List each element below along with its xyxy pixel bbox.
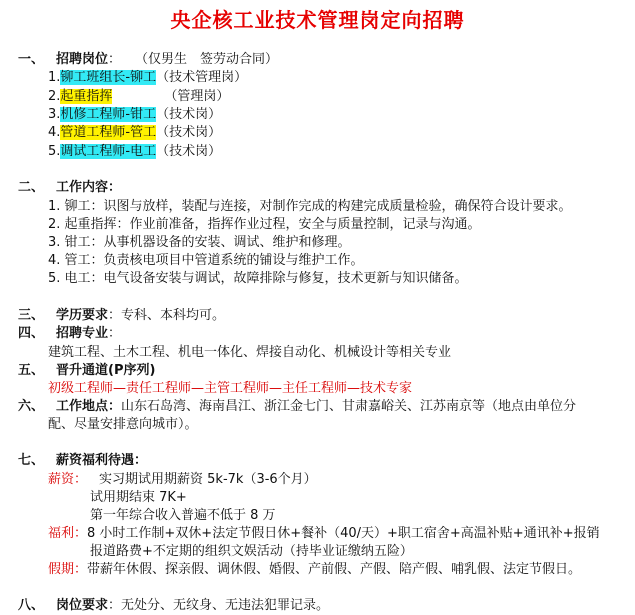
position-name: 机修工程师-钳工 xyxy=(60,107,157,122)
section-label: 晋升通道(P序列) xyxy=(56,363,156,378)
position-index: 3. xyxy=(48,107,61,122)
job-content-item: 4. 管工：负责核电项目中管道系统的铺设与维护工作。 xyxy=(48,253,364,268)
section-label: 薪资福利待遇： xyxy=(56,453,148,468)
position-item xyxy=(48,69,247,87)
welfare-line-cont: 报道路费+不定期的组织文娱活动（持毕业证缴纳五险） xyxy=(90,544,413,559)
welfare-line xyxy=(48,525,600,543)
education-text: ：专科、本科均可。 xyxy=(108,308,226,323)
section-number: 八、 xyxy=(18,598,45,613)
colon: ： xyxy=(108,326,122,341)
position-item xyxy=(48,88,229,106)
section-education xyxy=(0,307,225,325)
welfare-label: 福利： xyxy=(48,526,88,541)
section-promotion-heading xyxy=(0,362,155,380)
job-content-item: 1. 铆工：识图与放样，装配与连接，对制作完成的构建完成质量检验，确保符合设计要求。 xyxy=(48,199,572,214)
salary-label: 薪资： xyxy=(48,472,88,487)
position-index: 1. xyxy=(48,70,61,85)
section-label: 工作内容： xyxy=(56,180,122,195)
position-type: （技术岗） xyxy=(156,125,222,140)
section-requirements xyxy=(0,597,329,615)
section-job-content-heading xyxy=(0,179,121,197)
position-type: （技术岗） xyxy=(156,144,222,159)
position-name: 铆工班组长-铆工 xyxy=(60,70,157,85)
position-type: （管理岗） xyxy=(164,89,230,104)
location-text: 山东石岛湾、海南昌江、浙江金七门、甘肃嘉峪关、江苏南京等（地点由单位分 xyxy=(121,399,577,414)
position-name: 调试工程师-电工 xyxy=(60,144,157,159)
holiday-line xyxy=(48,561,581,579)
position-name: 管道工程师-管工 xyxy=(60,125,157,140)
job-content-item: 3. 钳工：从事机器设备的安装、调试、维护和修理。 xyxy=(48,235,351,250)
position-item xyxy=(48,143,221,161)
location-text-cont: 配、尽量安排意向城市）。 xyxy=(48,417,198,432)
holiday-text: 带薪年休假、探亲假、调休假、婚假、产前假、产假、陪产假、哺乳假、法定节假日。 xyxy=(87,562,582,577)
section-number: 四、 xyxy=(18,326,45,341)
position-type: （技术管理岗） xyxy=(156,70,248,85)
salary-line: 试用期结束 7K+ xyxy=(90,490,187,505)
section-number: 二、 xyxy=(18,180,45,195)
position-name: 起重指挥 xyxy=(60,89,113,104)
position-index: 5. xyxy=(48,144,61,159)
page-title: 央企核工业技术管理岗定向招聘 xyxy=(170,8,465,32)
section-salary-heading xyxy=(0,452,147,470)
section-label: 招聘专业 xyxy=(56,326,109,341)
position-note: （仅男生 签劳动合同） xyxy=(135,52,279,67)
welfare-text: 8 小时工作制+双休+法定节假日休+餐补（40/天）+职工宿舍+高温补贴+通讯补+报销 xyxy=(87,526,600,541)
promotion-path: 初级工程师—责任工程师—主管工程师—主任工程师—技术专家 xyxy=(48,381,413,396)
salary-text: 实习期试用期薪资 5k-7k（3-6个月） xyxy=(99,472,317,487)
job-content-item: 2. 起重指挥：作业前准备，指挥作业过程，安全与质量控制，记录与沟通。 xyxy=(48,217,481,232)
section-work-location xyxy=(0,398,576,416)
colon: ： xyxy=(108,52,122,67)
position-item xyxy=(48,106,221,124)
section-number: 一、 xyxy=(18,52,45,67)
salary-line: 第一年综合收入普遍不低于 8 万 xyxy=(90,508,276,523)
position-type: （技术岗） xyxy=(156,107,222,122)
position-item xyxy=(48,124,221,142)
section-majors-heading xyxy=(0,325,121,343)
majors-text: 建筑工程、土木工程、机电一体化、焊接自动化、机械设计等相关专业 xyxy=(48,345,452,360)
section-recruit-positions-heading xyxy=(0,51,278,69)
holiday-label: 假期： xyxy=(48,562,88,577)
position-index: 4. xyxy=(48,125,61,140)
position-index: 2. xyxy=(48,89,61,104)
section-number: 七、 xyxy=(18,453,45,468)
section-label: 学历要求 xyxy=(56,308,109,323)
requirements-text: ：无处分、无纹身、无违法犯罪记录。 xyxy=(108,598,330,613)
job-content-item: 5. 电工：电气设备安装与调试，故障排除与修复，技术更新与知识储备。 xyxy=(48,271,468,286)
section-label: 工作地点： xyxy=(56,399,122,414)
salary-line xyxy=(48,471,317,489)
section-label: 招聘岗位 xyxy=(56,52,109,67)
section-label: 岗位要求 xyxy=(56,598,109,613)
section-number: 六、 xyxy=(18,399,45,414)
section-number: 五、 xyxy=(18,363,45,378)
section-number: 三、 xyxy=(18,308,45,323)
